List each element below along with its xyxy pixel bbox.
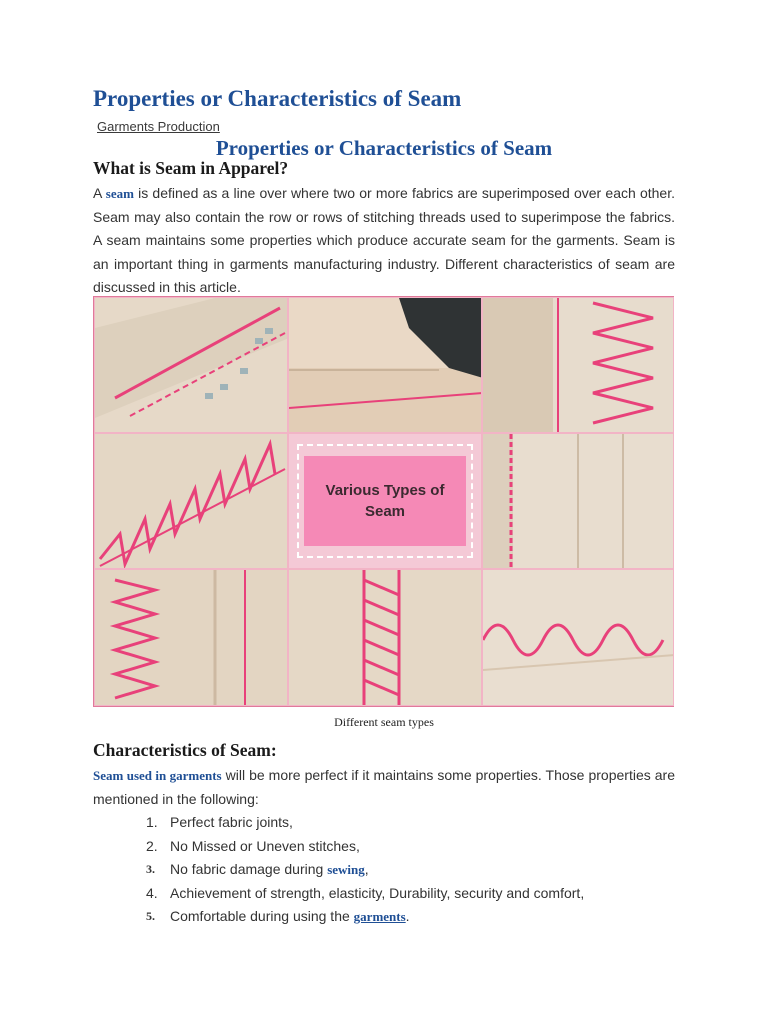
seam-photo	[94, 433, 288, 569]
characteristics-intro-text: will be more perfect if it maintains some properties. Those properties are mentioned in the following:	[93, 767, 675, 807]
page-title: Properties or Characteristics of Seam	[93, 86, 462, 111]
list-number: 3.	[146, 862, 155, 877]
list-text: No Missed or Uneven stitches,	[170, 837, 360, 854]
list-text: Achievement of strength, elasticity, Durability, security and comfort,	[170, 884, 585, 901]
intro-lead: A	[93, 185, 106, 201]
seam-photo	[94, 569, 288, 706]
center-card-cell	[288, 433, 482, 569]
list-item	[93, 905, 675, 929]
list-text: Comfortable during using the	[170, 908, 354, 925]
seam-photo	[482, 569, 674, 706]
list-text: No fabric damage during	[170, 861, 328, 878]
seam-types-figure	[93, 296, 674, 707]
characteristics-intro	[93, 764, 675, 811]
section-heading-characteristics: Characteristics of Seam:	[93, 740, 277, 760]
characteristics-list	[93, 811, 675, 929]
list-number: 4.	[146, 884, 158, 901]
seam-photo	[482, 433, 674, 569]
list-text-suffix: .	[405, 908, 410, 925]
list-text-suffix: ,	[364, 861, 369, 878]
article-subtitle: Properties or Characteristics of Seam	[215, 136, 553, 160]
list-item	[93, 811, 675, 835]
list-number: 2.	[146, 837, 158, 854]
sewing-link[interactable]: sewing	[327, 862, 365, 878]
list-text: Perfect fabric joints,	[170, 814, 293, 830]
seam-photo	[288, 569, 482, 706]
list-text-wrap	[170, 905, 410, 929]
seam-photo	[482, 297, 674, 433]
list-number: 1.	[146, 814, 158, 830]
seam-link[interactable]: seam	[105, 186, 134, 201]
list-item	[93, 858, 675, 882]
list-text-wrap	[170, 858, 369, 882]
intro-paragraph	[93, 182, 675, 300]
center-label: Various Types of Seam	[304, 456, 466, 546]
garments-link[interactable]: garments	[353, 909, 406, 925]
list-number: 5.	[146, 909, 155, 924]
list-item	[93, 835, 675, 859]
seam-photo	[94, 297, 288, 433]
category-link[interactable]: Garments Production	[97, 119, 220, 134]
section-heading-what-is-seam: What is Seam in Apparel?	[93, 158, 289, 178]
intro-text: is defined as a line over where two or more fabrics are superimposed over each other. Seam may also contain the row or rows of stitching threads used to superimpose the fabrics. A seam maintains some properties which produce accurate seam for the garments. Seam is an important thing in garments manufacturing industry. Different characteristics of seam are discussed in this article.	[93, 185, 675, 296]
seam-used-in-garments-link[interactable]: Seam used in garments	[93, 768, 222, 783]
list-item	[93, 882, 675, 906]
figure-caption: Different seam types	[334, 715, 434, 729]
seam-photo	[288, 297, 482, 433]
